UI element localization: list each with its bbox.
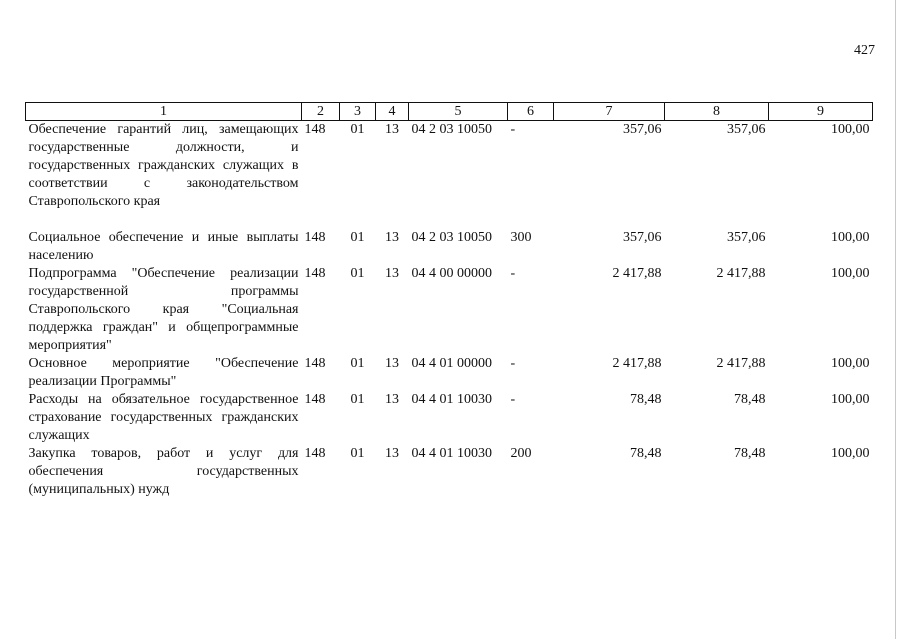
row-pr: 13 [385,230,399,245]
row-value-8: 2 417,88 [716,266,766,281]
header-col-4: 4 [376,103,409,121]
row-value-9: 100,00 [831,266,870,281]
row-value-7: 357,06 [623,122,662,137]
row-spacer [26,211,873,229]
table-row [26,445,873,499]
row-vr: 300 [510,230,532,245]
row-vr: - [510,266,516,281]
row-value-9: 100,00 [831,356,870,371]
page-number: 427 [854,43,875,58]
row-value-8: 357,06 [727,230,766,245]
row-pr: 13 [385,266,399,281]
row-vr: - [510,122,516,137]
row-grbs: 148 [304,230,326,245]
row-rz: 01 [350,446,365,461]
row-value-9: 100,00 [831,392,870,407]
row-rz: 01 [350,230,365,245]
page-edge-line [895,0,896,639]
row-vr: 200 [510,446,532,461]
row-grbs: 148 [304,446,326,461]
row-grbs: 148 [304,122,326,137]
row-pr: 13 [385,122,399,137]
row-rz: 01 [350,356,365,371]
row-vr: - [510,356,516,371]
row-value-7: 2 417,88 [612,356,662,371]
row-name: Закупка товаров, работ и услуг для обеспечения государственных (муниципальных) нужд [28,446,299,497]
table-row [26,121,873,212]
table-header [26,103,873,121]
row-grbs: 148 [304,266,326,281]
header-col-3: 3 [340,103,376,121]
row-name: Социальное обеспечение и иные выплаты населению [28,230,299,263]
header-col-9: 9 [769,103,873,121]
row-value-7: 2 417,88 [612,266,662,281]
header-col-6: 6 [508,103,554,121]
row-pr: 13 [385,392,399,407]
row-pr: 13 [385,446,399,461]
row-value-8: 78,48 [734,392,766,407]
row-rz: 01 [350,122,365,137]
row-csr: 04 2 03 10050 [411,230,492,245]
row-csr: 04 4 01 00000 [411,356,492,371]
table-row [26,391,873,445]
row-name: Основное мероприятие "Обеспечение реализации Программы" [28,356,299,389]
table-row [26,229,873,265]
row-value-9: 100,00 [831,230,870,245]
header-col-8: 8 [665,103,769,121]
row-value-9: 100,00 [831,446,870,461]
row-grbs: 148 [304,392,326,407]
budget-table [25,102,873,499]
row-rz: 01 [350,266,365,281]
header-col-1: 1 [26,103,302,121]
row-value-8: 2 417,88 [716,356,766,371]
row-csr: 04 2 03 10050 [411,122,492,137]
row-csr: 04 4 01 10030 [411,392,492,407]
header-col-5: 5 [409,103,508,121]
row-name: Обеспечение гарантий лиц, замещающих государственные должности, и государственных гражданских служащих в соответствии с законодательством Ставропольского края [28,122,299,209]
table-row [26,355,873,391]
header-col-2: 2 [302,103,340,121]
row-vr: - [510,392,516,407]
row-value-9: 100,00 [831,122,870,137]
table-row [26,265,873,355]
row-csr: 04 4 01 10030 [411,446,492,461]
header-col-7: 7 [554,103,665,121]
table-body [26,121,873,500]
header-row [26,103,873,121]
row-value-8: 78,48 [734,446,766,461]
row-rz: 01 [350,392,365,407]
row-grbs: 148 [304,356,326,371]
row-value-8: 357,06 [727,122,766,137]
row-csr: 04 4 00 00000 [411,266,492,281]
row-name: Расходы на обязательное государственное страхование государственных гражданских служащих [28,392,299,443]
row-name: Подпрограмма "Обеспечение реализации государственной программы Ставропольского края "Социальная поддержка граждан" и общепрограммные мероприятия" [28,266,299,353]
row-pr: 13 [385,356,399,371]
row-value-7: 78,48 [630,392,662,407]
row-value-7: 78,48 [630,446,662,461]
row-value-7: 357,06 [623,230,662,245]
